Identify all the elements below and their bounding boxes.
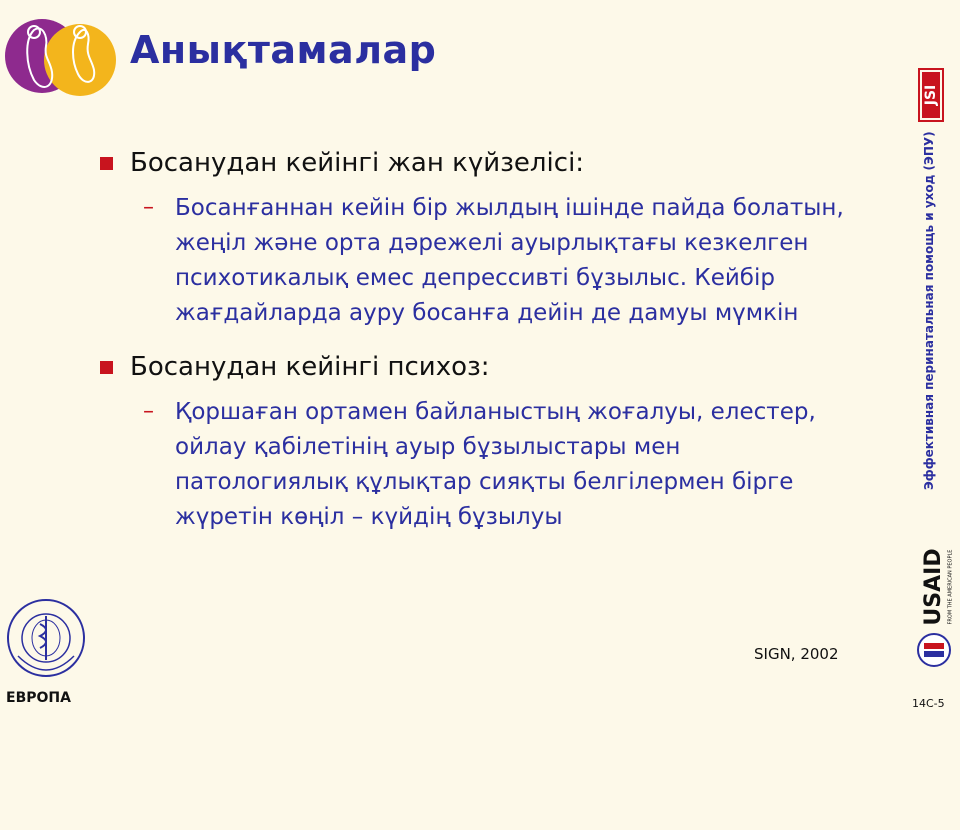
page-title: Анықтамалар	[130, 28, 437, 72]
who-europe-logo	[4, 594, 88, 704]
dash-marker: –	[143, 195, 154, 220]
square-bullet-icon	[100, 157, 113, 170]
bullet-text: Босанудан кейінгі жан күйзелісі:	[130, 148, 585, 178]
svg-text:FROM THE AMERICAN PEOPLE: FROM THE AMERICAN PEOPLE	[947, 549, 954, 625]
content-list	[100, 145, 880, 553]
dash-marker: –	[143, 399, 154, 424]
square-bullet-icon	[100, 361, 113, 374]
svg-text:JSI: JSI	[923, 84, 939, 106]
sub-item	[143, 191, 880, 331]
who-region-label: ЕВРОПА	[6, 690, 71, 706]
sub-text: Қоршаған ортамен байланыстың жоғалуы, елестер, ойлау қабілетінің ауыр бұзылыстары мен патологиялық құлықтар сияқты белгілермен бірге жүретін көңіл – күйдің бұзылуы	[175, 399, 816, 530]
bullet-item	[100, 349, 880, 385]
citation: SIGN, 2002	[754, 645, 839, 663]
side-banner-text: Эффективная перинатальная помощь и уход (ЭПУ)	[922, 131, 936, 490]
sub-text: Босанғаннан кейін бір жылдың ішінде пайда болатын, жеңіл және орта дәрежелі ауырлықтағы кезкелген психотикалық емес депрессивті бұзылыс. Кейбір жағдайларда ауру босанға дейін де дамуы мүмкін	[175, 195, 844, 326]
bullet-text: Босанудан кейінгі психоз:	[130, 352, 490, 382]
usaid-logo	[912, 545, 956, 670]
page-number: 14C-5	[912, 697, 945, 710]
sub-item	[143, 395, 880, 535]
svg-text:USAID: USAID	[921, 548, 946, 626]
program-logo	[4, 10, 116, 106]
bullet-item	[100, 145, 880, 181]
jsi-logo	[918, 68, 944, 122]
